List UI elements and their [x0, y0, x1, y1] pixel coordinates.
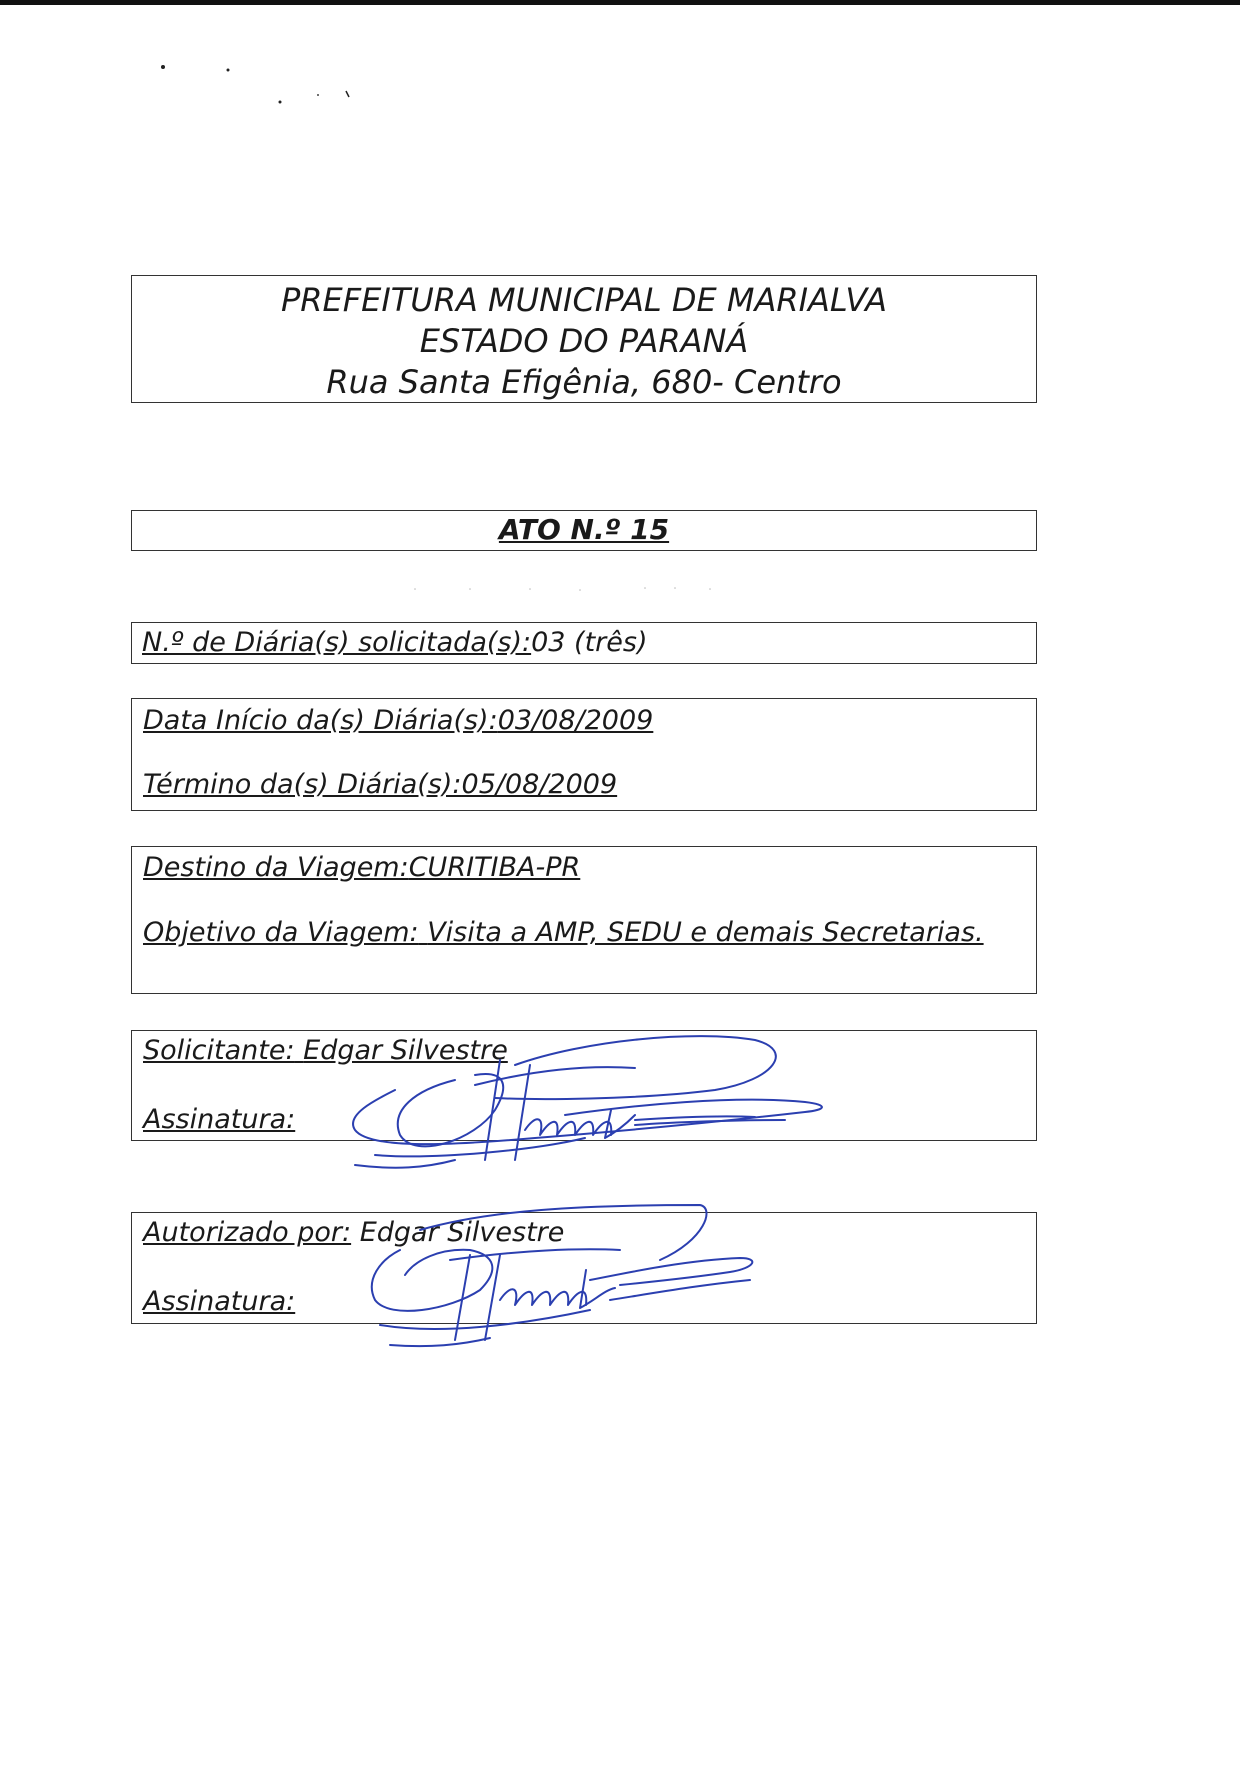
destino-viagem — [143, 852, 580, 883]
objetivo-viagem — [143, 917, 1025, 948]
data-termino-label: Término da(s) Diária(s): — [143, 769, 462, 800]
objetivo-label: Objetivo da Viagem: — [143, 917, 419, 948]
data-inicio-label: Data Início da(s) Diária(s): — [143, 705, 498, 736]
data-termino-value: 05/08/2009 — [461, 769, 618, 800]
diarias-value: 03 (três) — [531, 627, 648, 658]
data-inicio — [143, 705, 653, 736]
header-address: Rua Santa Efigênia, 680- Centro — [326, 363, 842, 401]
data-termino — [143, 769, 617, 800]
solicitante-assinatura-label: Assinatura: — [143, 1104, 296, 1135]
header-box — [131, 275, 1037, 403]
diarias-box — [131, 622, 1037, 664]
header-municipality: PREFEITURA MUNICIPAL DE MARIALVA — [280, 281, 888, 319]
autorizado-line — [143, 1217, 564, 1248]
objetivo-value: Visita a AMP, SEDU e demais Secretarias. — [427, 917, 984, 948]
solicitante-line — [143, 1035, 508, 1066]
destino-value: CURITIBA-PR — [408, 852, 581, 883]
autorizado-assinatura-label: Assinatura: — [143, 1286, 296, 1317]
solicitante-label: Solicitante: — [143, 1035, 295, 1066]
solicitante-box — [131, 1030, 1037, 1141]
scan-edge — [0, 0, 1240, 5]
diarias-label: N.º de Diária(s) solicitada(s): — [142, 627, 532, 658]
faint-scan-dots — [410, 585, 740, 593]
destino-box — [131, 846, 1037, 994]
ato-box — [131, 510, 1037, 551]
data-inicio-value: 03/08/2009 — [497, 705, 654, 736]
scan-specks — [150, 55, 370, 115]
autorizado-label: Autorizado por: — [143, 1217, 352, 1248]
autorizado-box — [131, 1212, 1037, 1324]
solicitante-name: Edgar Silvestre — [303, 1035, 508, 1066]
header-state: ESTADO DO PARANÁ — [419, 322, 749, 360]
ato-title: ATO N.º 15 — [498, 513, 670, 546]
autorizado-name: Edgar Silvestre — [359, 1217, 565, 1248]
datas-box — [131, 698, 1037, 811]
destino-label: Destino da Viagem: — [143, 852, 409, 883]
